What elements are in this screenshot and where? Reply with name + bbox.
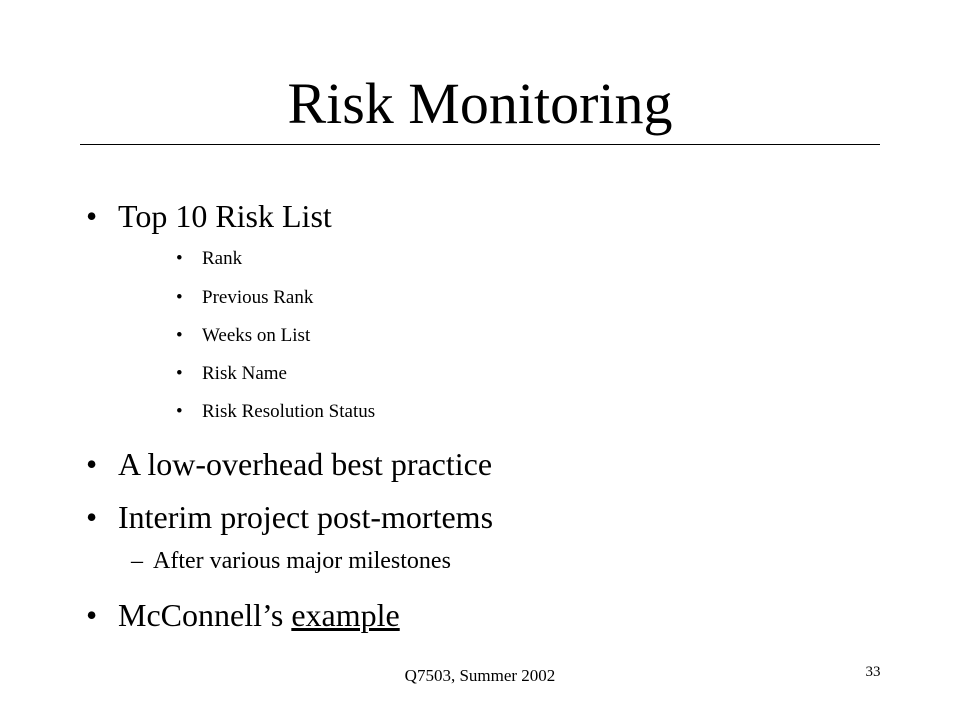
sub-bullet-risk-name bbox=[176, 362, 287, 386]
page-number: 33 bbox=[865, 664, 881, 680]
bullet-glyph: • bbox=[86, 499, 98, 535]
slide-title: Risk Monitoring bbox=[287, 71, 673, 136]
bullet-item-interim-post-mortems bbox=[86, 498, 493, 536]
sub-bullet-text: Rank bbox=[202, 248, 243, 269]
title-divider bbox=[80, 144, 880, 145]
bullet-glyph: • bbox=[176, 363, 183, 384]
bullet-text: Top 10 Risk List bbox=[118, 198, 332, 234]
sub-bullet-text: Risk Name bbox=[202, 363, 287, 384]
bullet-glyph: • bbox=[176, 287, 183, 308]
bullet-glyph: • bbox=[176, 248, 183, 269]
bullet-text: Interim project post-mortems bbox=[118, 499, 494, 535]
dash-glyph: – bbox=[131, 548, 143, 574]
bullet-item-mcconnell bbox=[86, 596, 400, 634]
example-link[interactable]: example bbox=[291, 597, 400, 633]
bullet-glyph: • bbox=[86, 446, 98, 482]
footer-text: Q7503, Summer 2002 bbox=[404, 666, 556, 685]
sub-bullet-major-milestones bbox=[131, 546, 451, 576]
bullet-glyph: • bbox=[86, 198, 98, 234]
bullet-glyph: • bbox=[176, 325, 183, 346]
sub-bullet-text: Risk Resolution Status bbox=[202, 401, 376, 422]
sub-bullet-rank bbox=[176, 247, 242, 271]
sub-bullet-previous-rank bbox=[176, 286, 313, 310]
bullet-item-top-10-risk-list bbox=[86, 197, 332, 235]
bullet-item-low-overhead bbox=[86, 445, 492, 483]
sub-bullet-text: Weeks on List bbox=[202, 325, 311, 346]
sub-bullet-risk-resolution-status bbox=[176, 400, 375, 424]
bullet-text: A low-overhead best practice bbox=[118, 446, 493, 482]
sub-bullet-weeks-on-list bbox=[176, 324, 310, 348]
bullet-text: McConnell’s bbox=[118, 597, 292, 633]
bullet-glyph: • bbox=[86, 597, 98, 633]
sub-bullet-text: After various major milestones bbox=[153, 548, 451, 574]
sub-bullet-text: Previous Rank bbox=[202, 287, 314, 308]
bullet-glyph: • bbox=[176, 401, 183, 422]
